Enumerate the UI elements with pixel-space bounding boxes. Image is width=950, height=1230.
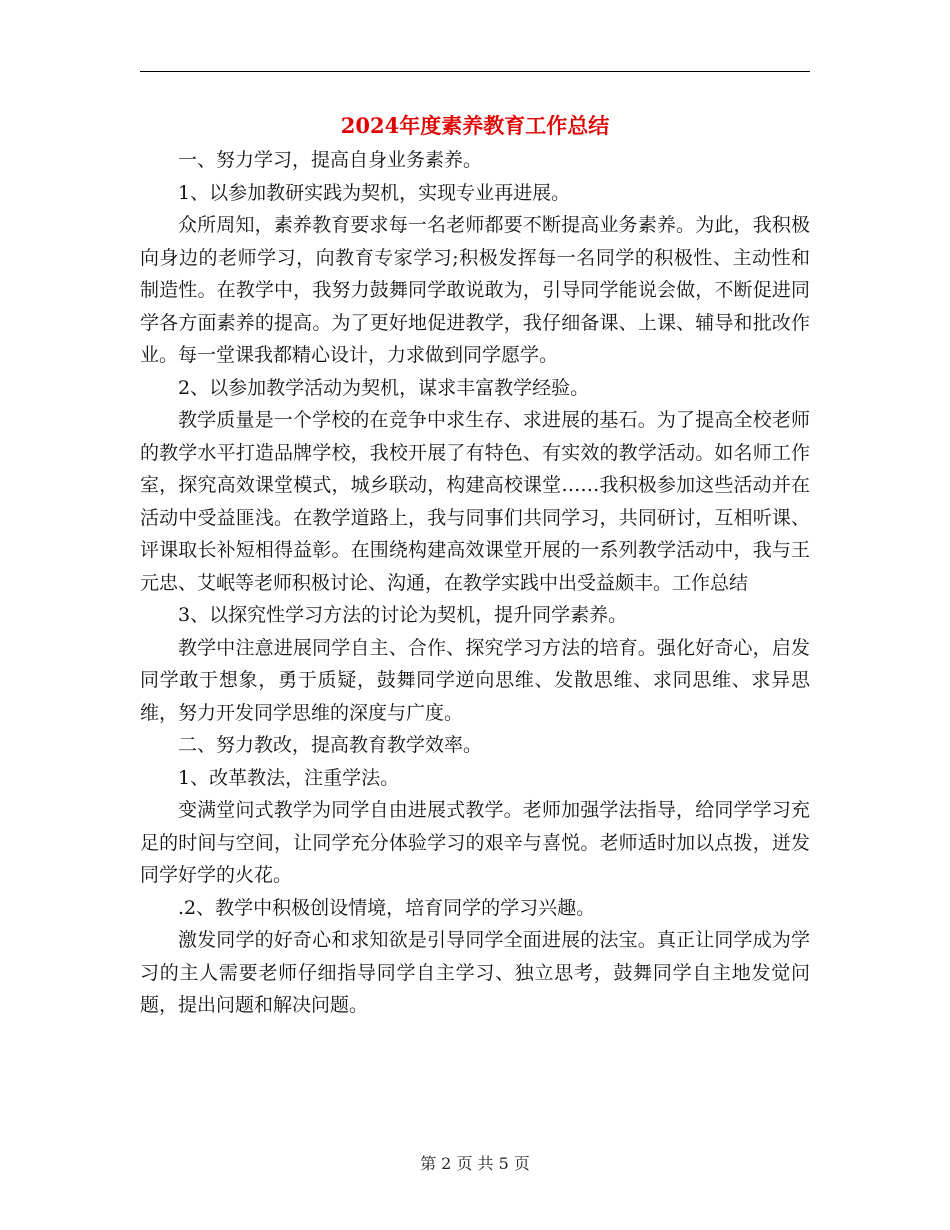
body-paragraph: 教学质量是一个学校的在竞争中求生存、求进展的基石。为了提高全校老师的教学水平打造品牌学校，我校开展了有特色、有实效的教学活动。如名师工作室，探究高效课堂模式，城乡联动，构建高校课堂……我积极参加这些活动并在活动中受益匪浅。在教学道路上，我与同事们共同学习，共同研讨，互相听课、评课取长补短相得益彰。在围绕构建高效课堂开展的一系列教学活动中，我与王元忠、艾岷等老师积极讨论、沟通，在教学实践中出受益颇丰。工作总结 bbox=[140, 409, 810, 594]
subsection-heading-1-2: 2、以参加教学活动为契机，谋求丰富教学经验。 bbox=[178, 376, 590, 399]
subsection-heading-2-2: .2、教学中积极创设情境，培育同学的学习兴趣。 bbox=[178, 896, 596, 919]
document-title: 2024年度素养教育工作总结 bbox=[340, 113, 610, 138]
body-paragraph: 众所周知，素养教育要求每一名老师都要不断提高业务素养。为此，我积极向身边的老师学习，向教育专家学习;积极发挥每一名同学的积极性、主动性和制造性。在教学中，我努力鼓舞同学敢说敢为，引导同学能说会做，不断促进同学各方面素养的提高。为了更好地促进教学，我仔细备课、上课、辅导和批改作业。每一堂课我都精心设计，力求做到同学愿学。 bbox=[140, 214, 810, 366]
page-number-footer bbox=[140, 1152, 810, 1176]
header-rule bbox=[140, 71, 810, 72]
body-paragraph: 变满堂问式教学为同学自由进展式教学。老师加强学法指导，给同学学习充足的时间与空间，让同学充分体验学习的艰辛与喜悦。老师适时加以点拨，迸发同学好学的火花。 bbox=[140, 799, 810, 886]
page-number-label: 第 2 页 共 5 页 bbox=[420, 1154, 530, 1173]
body-paragraph: 激发同学的好奇心和求知欲是引导同学全面进展的法宝。真正让同学成为学习的主人需要老师仔细指导同学自主学习、独立思考，鼓舞同学自主地发觉问题，提出问题和解决问题。 bbox=[140, 929, 810, 1016]
subsection-heading-2-1: 1、改革教法，注重学法。 bbox=[178, 766, 400, 789]
section-heading-1: 一、努力学习，提高自身业务素养。 bbox=[178, 149, 483, 171]
subsection-heading-1-3: 3、以探究性学习方法的讨论为契机，提升同学素养。 bbox=[178, 604, 628, 626]
section-heading-2: 二、努力教改，提高教育教学效率。 bbox=[178, 734, 483, 756]
body-paragraph: 教学中注意进展同学自主、合作、探究学习方法的培育。强化好奇心，启发同学敢于想象，勇于质疑，鼓舞同学逆向思维、发散思维、求同思维、求异思维，努力开发同学思维的深度与广度。 bbox=[140, 636, 810, 724]
document-body bbox=[140, 144, 810, 1022]
subsection-heading-1-1: 1、以参加教研实践为契机，实现专业再进展。 bbox=[178, 181, 571, 204]
